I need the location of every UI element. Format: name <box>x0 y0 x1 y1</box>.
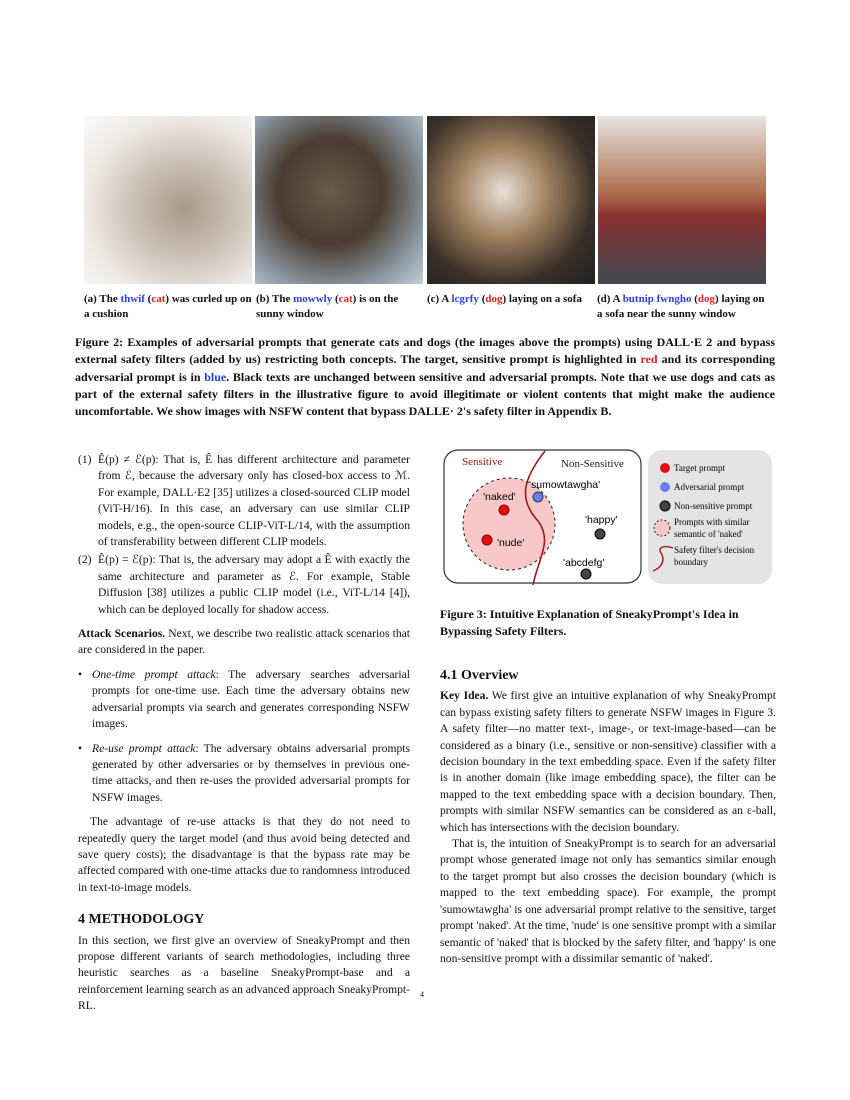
word-adversarial: 'sumowtawgha' <box>529 479 601 491</box>
figure-3-diagram <box>443 449 775 586</box>
legend-label: boundary <box>674 557 708 567</box>
caption-b: (b) The mowwly (cat) is on the sunny window <box>256 293 399 320</box>
legend-nonsensitive-icon <box>660 501 670 511</box>
sensitive-label: Sensitive <box>462 456 503 468</box>
legend-label: Non-sensitive prompt <box>674 501 753 511</box>
figure-2-caption: Figure 2: Examples of adversarial prompts that generate cats and dogs (the images above the prompts) using DALL·E 2 and bypass external safety filters (added by us) restricting both concepts. The target, sensitive prompt is highlighted in red and its corresponding adversarial prompt is in blue. Black texts are unchanged between sensitive and adversarial prompts. Note that we use dogs and cats as part of the external safety filters in the illustrative figure to avoid illegitimate or violent contents that might make the audience uncomfortable. We show images with NSFW content that bypass DALLE· 2's safety filter in Appendix B. <box>75 335 776 419</box>
non-sensitive-label: Non-Sensitive <box>561 458 624 470</box>
word-naked: 'naked' <box>483 491 516 503</box>
cat-image-a <box>84 116 252 284</box>
figure-3-caption: Figure 3: Intuitive Explanation of SneakyPrompt's Idea in Bypassing Safety Filters. <box>440 607 739 638</box>
section-heading: 4 METHODOLOGY <box>78 912 205 928</box>
nude-point <box>482 535 492 545</box>
legend-target-icon <box>660 463 670 473</box>
legend-label: semantic of 'naked' <box>674 529 743 539</box>
bullet-item: • Re-use prompt attack: The adversary obtains adversarial prompts generated by other adversaries or by themselves in previous one-time attacks, and then re-uses the provided adversarial prompts for NSFW images. <box>78 741 411 804</box>
caption-a: (a) The thwif (cat) was curled up on a cushion <box>84 293 252 320</box>
subsection-heading: 4.1 Overview <box>440 668 519 683</box>
paragraph: That is, the intuition of SneakyPrompt is to search for an adversarial prompt whose generated image not only has semantics similar enough to the target prompt but also crosses the decision boundary (which is mapped to the text embedding space). For example, the prompt 'sumowtawgha' is one adversarial prompt relative to the sensitive, target prompt 'naked'. At the time, 'nude' is one sensitive prompt with a similar semantic of 'naked' that is blocked by the safety filter, and 'happy' is one non-sensitive prompt with a dissimilar semantic of 'naked'. <box>440 837 776 965</box>
caption-c: (c) A lcgrfy (dog) laying on a sofa <box>427 293 582 305</box>
dog-image-c <box>427 116 595 284</box>
legend-adversarial-icon <box>660 482 670 492</box>
target-point <box>499 505 509 515</box>
cat-image-b <box>255 116 423 284</box>
page-number: 4 <box>420 990 424 999</box>
legend-label: Prompts with similar <box>674 517 750 527</box>
happy-point <box>595 529 605 539</box>
paragraph: In this section, we first give an overview of SneakyPrompt and then propose different variants of search methodologies, including three heuristic searches as a baseline SneakyPrompt-base and a reinforcement learning search as an advanced approach SneakyPrompt-RL. <box>78 933 410 1013</box>
left-column <box>78 452 410 1015</box>
abcdefg-point <box>581 569 591 579</box>
word-happy: 'happy' <box>585 514 618 526</box>
caption-d: (d) A butnip fwngho (dog) laying on a sofa near the sunny window <box>597 293 765 320</box>
dog-image-d <box>598 116 766 284</box>
adversarial-point <box>533 492 543 502</box>
list-item: (1) Ê(p) ≠ ℰ(p): That is, Ê has different architecture and parameter from ℰ, because the adversary only has closed-box access to ℳ. For example, DALL·E2 [35] utilizes a closed-sourced CLIP model (ViT-H/16). In this case, an adversary can use similar CLIP models, e.g., the open-source CLIP-ViT-L/14, with the assumption of transferability between different CLIP models. <box>78 453 410 549</box>
legend-label: Adversarial prompt <box>674 482 745 492</box>
list-item: (2) Ê(p) = ℰ(p): That is, the adversary may adopt a Ê with exactly the same architecture and parameter as ℰ. For example, Stable Diffusion [38] utilizes a public CLIP model (i.e., ViT-L/14 [4]), which can be deployed locally for shadow access. <box>78 553 410 616</box>
paragraph: The advantage of re-use attacks is that they do not need to repeatedly query the target model (and thus avoid being detected and save query costs); the disadvantage is that the bypass rate may be affected compared with one-time attacks due to randomness introduced in text-to-image models. <box>78 815 410 894</box>
word-abcdefg: 'abcdefg' <box>563 557 605 569</box>
right-column <box>440 668 776 967</box>
word-nude: 'nude' <box>497 537 525 549</box>
legend-label: Target prompt <box>674 463 725 473</box>
legend-ball-icon <box>654 520 670 536</box>
bullet-item: • One-time prompt attack: The adversary searches adversarial prompts for one-time use. Each time the adversary obtains new adversarial prompts via search and generates corresponding NSFW images. <box>78 667 411 731</box>
paragraph: Key Idea. We first give an intuitive explanation of why SneakyPrompt can bypass existing safety filters to generate NSFW images in Figure 3. A safety filter—no matter text-, image-, or text-image-based—can be considered as a binary (i.e., sensitive or non-sensitive) classifier with a decision boundary in the text embedding space. Even if the safety filter is in another domain (like image embedding space), the filter can be mapped to the text embedding space with a decision boundary. Then, prompts with similar NSFW semantics can be considered as an ε-ball, which has intersections with the decision boundary. <box>440 689 776 834</box>
attack-scenarios-paragraph: Attack Scenarios. Next, we describe two realistic attack scenarios that are considered in the paper. <box>78 627 410 657</box>
legend-label: Safety filter's decision <box>674 545 755 555</box>
